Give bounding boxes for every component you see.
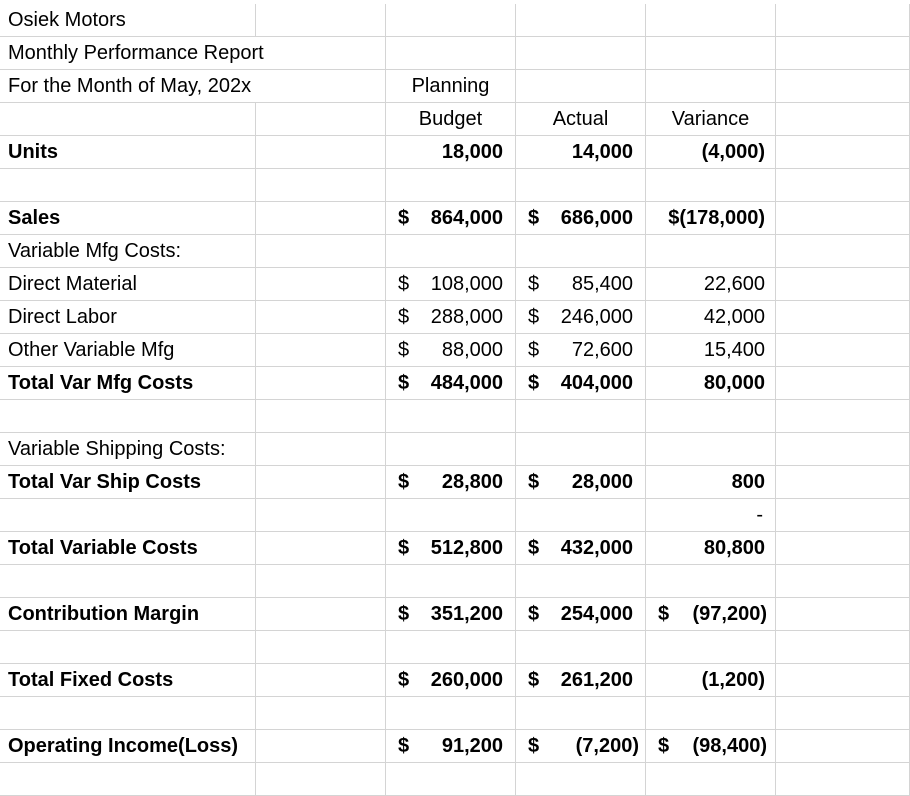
direct-material-actual[interactable] [516, 268, 646, 301]
total-var-mfg-budget[interactable] [386, 367, 516, 400]
empty-cell[interactable] [256, 499, 386, 532]
table-row [0, 532, 910, 565]
table-row [0, 499, 910, 532]
empty-cell[interactable] [776, 235, 910, 268]
amount: 351,200 [430, 603, 503, 625]
direct-material-budget[interactable] [386, 268, 516, 301]
amount: 246,000 [560, 306, 633, 328]
empty-cell[interactable] [0, 400, 256, 433]
sales-actual[interactable] [516, 202, 646, 235]
empty-cell[interactable] [386, 37, 516, 70]
row-label-contribution-margin[interactable]: Contribution Margin [0, 598, 256, 631]
row-label-total-variable[interactable]: Total Variable Costs [0, 532, 256, 565]
contribution-margin-variance[interactable] [646, 598, 776, 631]
currency-symbol: $ [528, 471, 540, 493]
currency-symbol: $ [528, 207, 540, 229]
empty-cell[interactable] [776, 499, 910, 532]
empty-cell[interactable] [776, 598, 910, 631]
row-label-other-var-mfg[interactable]: Other Variable Mfg [0, 334, 256, 367]
empty-cell[interactable] [776, 103, 910, 136]
table-row [0, 169, 910, 202]
table-row [0, 565, 910, 598]
empty-cell[interactable] [776, 37, 910, 70]
empty-cell[interactable] [256, 730, 386, 763]
other-var-mfg-actual[interactable] [516, 334, 646, 367]
empty-cell[interactable] [776, 334, 910, 367]
operating-income-variance[interactable] [646, 730, 776, 763]
empty-cell[interactable] [0, 565, 256, 598]
empty-cell[interactable] [256, 4, 386, 37]
empty-cell[interactable] [776, 70, 910, 103]
report-title[interactable]: Monthly Performance Report [0, 37, 386, 70]
zero-dash[interactable]: - [646, 499, 776, 532]
currency-symbol: $ [528, 306, 540, 328]
currency-symbol: $ [398, 306, 410, 328]
total-fixed-budget[interactable] [386, 664, 516, 697]
currency-symbol: $ [398, 339, 410, 361]
row-label-total-var-ship[interactable]: Total Var Ship Costs [0, 466, 256, 499]
empty-cell[interactable] [386, 499, 516, 532]
table-row [0, 136, 910, 169]
empty-cell[interactable] [646, 565, 776, 598]
sales-budget[interactable] [386, 202, 516, 235]
total-var-ship-actual[interactable] [516, 466, 646, 499]
other-var-mfg-budget[interactable] [386, 334, 516, 367]
empty-cell[interactable] [0, 499, 256, 532]
empty-cell[interactable] [646, 631, 776, 664]
empty-cell[interactable] [256, 334, 386, 367]
currency-symbol: $ [528, 537, 540, 559]
operating-income-actual[interactable] [516, 730, 646, 763]
contribution-margin-budget[interactable] [386, 598, 516, 631]
empty-cell[interactable] [516, 763, 646, 796]
empty-cell[interactable] [646, 763, 776, 796]
currency-symbol: $ [528, 273, 540, 295]
empty-cell[interactable] [256, 235, 386, 268]
amount: 72,600 [571, 339, 633, 361]
amount: 404,000 [560, 372, 633, 394]
empty-cell[interactable] [256, 631, 386, 664]
empty-cell[interactable] [776, 367, 910, 400]
empty-cell[interactable] [256, 763, 386, 796]
empty-cell[interactable] [776, 664, 910, 697]
currency-symbol: $ [398, 735, 410, 757]
section-label-var-ship[interactable]: Variable Shipping Costs: [0, 433, 256, 466]
empty-cell[interactable] [516, 499, 646, 532]
total-var-ship-variance[interactable]: 800 [646, 466, 776, 499]
contribution-margin-actual[interactable] [516, 598, 646, 631]
empty-cell[interactable] [256, 400, 386, 433]
direct-labor-variance[interactable]: 42,000 [646, 301, 776, 334]
empty-cell[interactable] [256, 532, 386, 565]
row-label-total-var-mfg[interactable]: Total Var Mfg Costs [0, 367, 256, 400]
amount: 254,000 [560, 603, 633, 625]
empty-cell[interactable] [776, 400, 910, 433]
report-period[interactable]: For the Month of May, 202x [0, 70, 386, 103]
currency-symbol: $ [398, 603, 410, 625]
empty-cell[interactable] [0, 169, 256, 202]
table-row [0, 37, 910, 70]
table-row [0, 763, 910, 796]
empty-cell[interactable] [776, 631, 910, 664]
empty-cell[interactable] [776, 4, 910, 37]
total-var-mfg-actual[interactable] [516, 367, 646, 400]
section-label-var-mfg[interactable]: Variable Mfg Costs: [0, 235, 256, 268]
table-row [0, 301, 910, 334]
direct-labor-actual[interactable] [516, 301, 646, 334]
table-row [0, 730, 910, 763]
empty-cell[interactable] [386, 565, 516, 598]
empty-cell[interactable] [516, 433, 646, 466]
units-budget[interactable]: 18,000 [386, 136, 516, 169]
empty-cell[interactable] [256, 664, 386, 697]
amount: 91,200 [441, 735, 503, 757]
currency-symbol: $ [398, 471, 410, 493]
amount: (98,400) [692, 735, 767, 757]
empty-cell[interactable] [516, 37, 646, 70]
units-actual[interactable]: 14,000 [516, 136, 646, 169]
table-row [0, 466, 910, 499]
empty-cell[interactable] [516, 400, 646, 433]
header-actual[interactable]: Actual [516, 103, 646, 136]
empty-cell[interactable] [776, 202, 910, 235]
empty-cell[interactable] [776, 169, 910, 202]
header-planning[interactable]: Planning [386, 70, 516, 103]
empty-cell[interactable] [516, 169, 646, 202]
total-fixed-actual[interactable] [516, 664, 646, 697]
empty-cell[interactable] [386, 169, 516, 202]
empty-cell[interactable] [646, 697, 776, 730]
empty-cell[interactable] [646, 235, 776, 268]
company-name[interactable]: Osiek Motors [0, 4, 256, 37]
empty-cell[interactable] [386, 763, 516, 796]
currency-symbol: $ [398, 273, 410, 295]
empty-cell[interactable] [776, 730, 910, 763]
empty-cell[interactable] [256, 268, 386, 301]
row-label-direct-material[interactable]: Direct Material [0, 268, 256, 301]
units-variance[interactable]: (4,000) [646, 136, 776, 169]
empty-cell[interactable] [516, 697, 646, 730]
empty-cell[interactable] [256, 136, 386, 169]
empty-cell[interactable] [0, 763, 256, 796]
amount: 288,000 [430, 306, 503, 328]
empty-cell[interactable] [386, 4, 516, 37]
empty-cell[interactable] [776, 763, 910, 796]
direct-labor-budget[interactable] [386, 301, 516, 334]
currency-symbol: $ [528, 603, 540, 625]
empty-cell[interactable] [516, 70, 646, 103]
empty-cell[interactable] [516, 4, 646, 37]
empty-cell[interactable] [646, 433, 776, 466]
table-row [0, 235, 910, 268]
amount: (7,200) [575, 735, 639, 757]
row-label-units[interactable]: Units [0, 136, 256, 169]
currency-symbol: $ [528, 339, 540, 361]
amount: 484,000 [430, 372, 503, 394]
empty-cell[interactable] [776, 532, 910, 565]
currency-symbol: $ [398, 537, 410, 559]
empty-cell[interactable] [256, 169, 386, 202]
empty-cell[interactable] [776, 565, 910, 598]
row-label-direct-labor[interactable]: Direct Labor [0, 301, 256, 334]
empty-cell[interactable] [646, 70, 776, 103]
empty-cell[interactable] [516, 235, 646, 268]
empty-cell[interactable] [646, 169, 776, 202]
empty-cell[interactable] [776, 301, 910, 334]
amount: 432,000 [560, 537, 633, 559]
total-var-ship-budget[interactable] [386, 466, 516, 499]
direct-material-variance[interactable]: 22,600 [646, 268, 776, 301]
currency-symbol: $ [398, 669, 410, 691]
empty-cell[interactable] [776, 433, 910, 466]
other-var-mfg-variance[interactable]: 15,400 [646, 334, 776, 367]
table-row [0, 400, 910, 433]
table-row [0, 268, 910, 301]
empty-cell[interactable] [0, 103, 256, 136]
empty-cell[interactable] [516, 631, 646, 664]
amount: 88,000 [441, 339, 503, 361]
table-row [0, 631, 910, 664]
empty-cell[interactable] [256, 466, 386, 499]
empty-cell[interactable] [776, 697, 910, 730]
amount: (97,200) [692, 603, 767, 625]
table-row [0, 697, 910, 730]
total-var-mfg-variance[interactable]: 80,000 [646, 367, 776, 400]
row-label-sales[interactable]: Sales [0, 202, 256, 235]
total-variable-variance[interactable]: 80,800 [646, 532, 776, 565]
empty-cell[interactable] [386, 697, 516, 730]
header-budget[interactable]: Budget [386, 103, 516, 136]
table-row [0, 4, 910, 37]
header-variance[interactable]: Variance [646, 103, 776, 136]
currency-symbol: $ [658, 603, 670, 625]
table-row [0, 70, 910, 103]
table-row [0, 103, 910, 136]
amount: 864,000 [430, 207, 503, 229]
currency-symbol: $ [528, 372, 540, 394]
amount: 260,000 [430, 669, 503, 691]
empty-cell[interactable] [386, 400, 516, 433]
table-row [0, 664, 910, 697]
empty-cell[interactable] [256, 202, 386, 235]
sales-variance[interactable]: $(178,000) [646, 202, 776, 235]
currency-symbol: $ [398, 207, 410, 229]
table-row [0, 202, 910, 235]
total-variable-actual[interactable] [516, 532, 646, 565]
amount: 28,800 [441, 471, 503, 493]
empty-cell[interactable] [386, 235, 516, 268]
amount: 686,000 [560, 207, 633, 229]
empty-cell[interactable] [386, 631, 516, 664]
amount: 108,000 [430, 273, 503, 295]
empty-cell[interactable] [0, 697, 256, 730]
empty-cell[interactable] [256, 433, 386, 466]
row-label-total-fixed[interactable]: Total Fixed Costs [0, 664, 256, 697]
empty-cell[interactable] [646, 37, 776, 70]
currency-symbol: $ [528, 669, 540, 691]
empty-cell[interactable] [256, 697, 386, 730]
empty-cell[interactable] [256, 301, 386, 334]
table-row [0, 334, 910, 367]
row-label-operating-income[interactable]: Operating Income(Loss) [0, 730, 256, 763]
table-row [0, 367, 910, 400]
empty-cell[interactable] [646, 400, 776, 433]
amount: 85,400 [571, 273, 633, 295]
amount: 28,000 [571, 471, 633, 493]
currency-symbol: $ [528, 735, 540, 757]
total-fixed-variance[interactable]: (1,200) [646, 664, 776, 697]
currency-symbol: $ [658, 735, 670, 757]
empty-cell[interactable] [646, 4, 776, 37]
operating-income-budget[interactable] [386, 730, 516, 763]
table-row [0, 598, 910, 631]
empty-cell[interactable] [516, 565, 646, 598]
table-row [0, 433, 910, 466]
empty-cell[interactable] [256, 565, 386, 598]
amount: 512,800 [430, 537, 503, 559]
empty-cell[interactable] [776, 466, 910, 499]
amount: 261,200 [560, 669, 633, 691]
total-variable-budget[interactable] [386, 532, 516, 565]
empty-cell[interactable] [776, 268, 910, 301]
empty-cell[interactable] [256, 598, 386, 631]
empty-cell[interactable] [256, 103, 386, 136]
empty-cell[interactable] [386, 433, 516, 466]
empty-cell[interactable] [0, 631, 256, 664]
currency-symbol: $ [398, 372, 410, 394]
empty-cell[interactable] [256, 367, 386, 400]
empty-cell[interactable] [776, 136, 910, 169]
